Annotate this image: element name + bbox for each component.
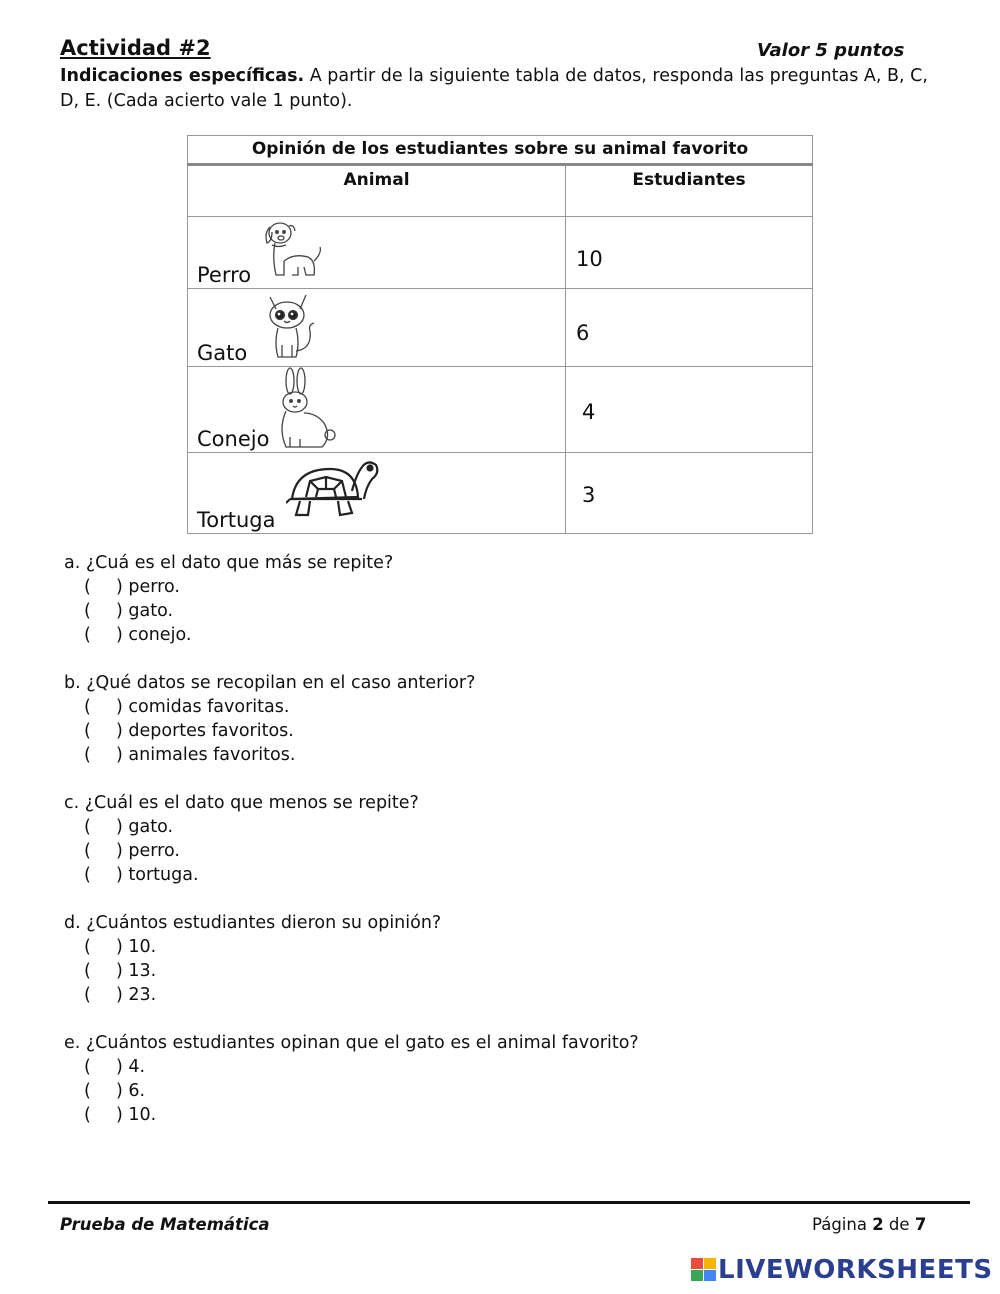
- question-text: e. ¿Cuántos estudiantes opinan que el gato es el animal favorito?: [64, 1033, 639, 1053]
- option[interactable]: ( ) 10.: [84, 1105, 157, 1125]
- brand-logo: [690, 1254, 993, 1286]
- footer-subject: Prueba de Matemática: [60, 1215, 270, 1234]
- option[interactable]: ( ) gato.: [84, 817, 174, 837]
- option[interactable]: ( ) perro.: [84, 577, 180, 597]
- option[interactable]: ( ) 6.: [84, 1081, 146, 1101]
- questions-list: [64, 551, 944, 1151]
- student-count: 6: [566, 289, 813, 367]
- table-row: [188, 289, 813, 367]
- question: [64, 791, 944, 887]
- student-count: 10: [566, 217, 813, 289]
- animal-name: Perro: [197, 263, 252, 287]
- table-row: [188, 367, 813, 453]
- option[interactable]: ( ) comidas favoritas.: [84, 697, 290, 717]
- question-text: c. ¿Cuál es el dato que menos se repite?: [64, 793, 419, 813]
- option[interactable]: ( ) 10.: [84, 937, 157, 957]
- instructions: [60, 64, 950, 114]
- brand-name: LIVEWORKSHEETS: [718, 1255, 993, 1285]
- instructions-label: Indicaciones específicas.: [60, 66, 305, 86]
- activity-value: Valor 5 puntos: [757, 40, 905, 61]
- animal-name: Tortuga: [197, 508, 276, 532]
- column-header-students: Estudiantes: [566, 165, 813, 217]
- option[interactable]: ( ) gato.: [84, 601, 174, 621]
- table-row: [188, 453, 813, 534]
- question: [64, 671, 944, 767]
- table-row: [188, 217, 813, 289]
- animal-name: Gato: [197, 341, 248, 365]
- option[interactable]: ( ) conejo.: [84, 625, 192, 645]
- option[interactable]: ( ) deportes favoritos.: [84, 721, 294, 741]
- dog-icon: [258, 217, 328, 285]
- question-text: b. ¿Qué datos se recopilan en el caso anterior?: [64, 673, 476, 693]
- data-table: [187, 135, 813, 534]
- question: [64, 551, 944, 647]
- option[interactable]: ( ) perro.: [84, 841, 180, 861]
- rabbit-icon: [276, 367, 342, 451]
- option[interactable]: ( ) 23.: [84, 985, 157, 1005]
- turtle-icon: [286, 457, 382, 523]
- question: [64, 911, 944, 1007]
- question-text: d. ¿Cuántos estudiantes dieron su opinión?: [64, 913, 442, 933]
- question: [64, 1031, 944, 1127]
- column-header-animal: Animal: [188, 165, 566, 217]
- footer-divider: [48, 1201, 970, 1204]
- option[interactable]: ( ) 13.: [84, 961, 157, 981]
- liveworksheets-logo-icon: [690, 1257, 718, 1283]
- student-count: 4: [566, 367, 813, 453]
- instructions-text: A partir de la siguiente tabla de datos, responda las preguntas A, B, C, D, E. (Cada acierto vale 1 punto).: [60, 66, 928, 111]
- option[interactable]: ( ) animales favoritos.: [84, 745, 296, 765]
- question-text: a. ¿Cuá es el dato que más se repite?: [64, 553, 394, 573]
- option[interactable]: ( ) 4.: [84, 1057, 146, 1077]
- animal-name: Conejo: [197, 427, 270, 451]
- activity-title: Actividad #2: [60, 36, 211, 60]
- page-number: Página 2 de 7: [812, 1215, 927, 1234]
- cat-icon: [262, 291, 320, 363]
- table-caption: Opinión de los estudiantes sobre su animal favorito: [188, 136, 813, 165]
- option[interactable]: ( ) tortuga.: [84, 865, 199, 885]
- student-count: 3: [566, 453, 813, 534]
